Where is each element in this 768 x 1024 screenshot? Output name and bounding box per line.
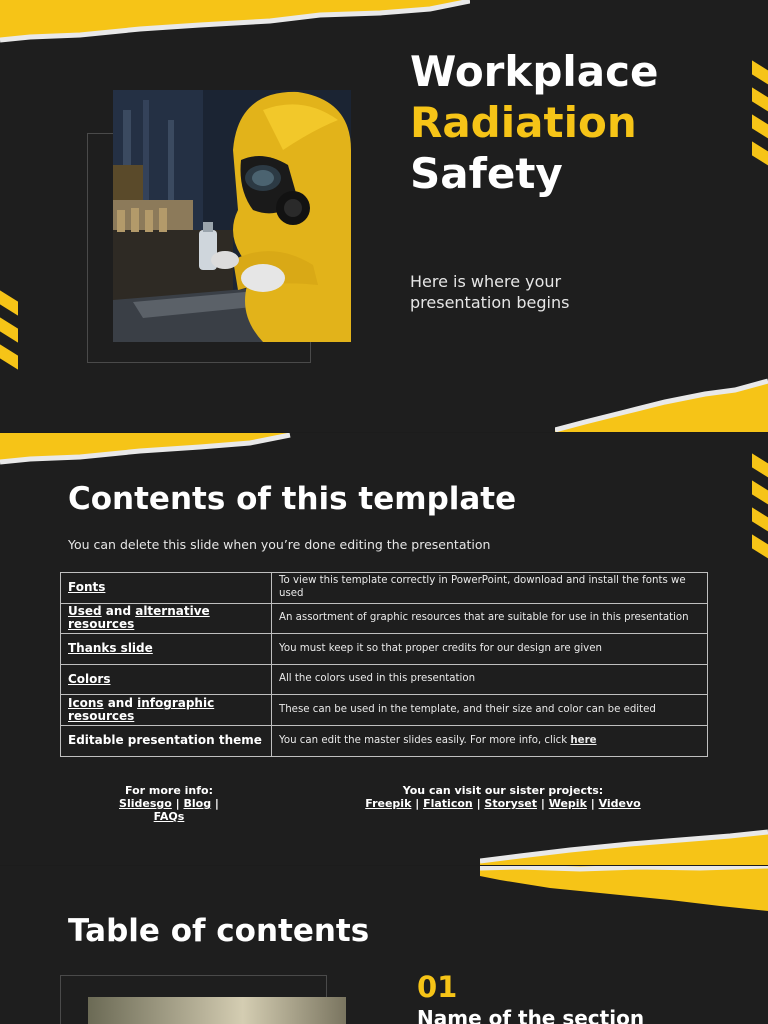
title-line-safety: Safety [410,149,563,198]
sister-projects-links [355,797,651,810]
row-title-text: Editable presentation theme [68,733,262,748]
row-description: You must keep it so that proper credits for our design are given [279,642,602,654]
torn-paper-top-left-2 [0,433,300,473]
title-slide [0,0,768,432]
sister-project-link[interactable]: Flaticon [423,797,473,810]
more-info-link[interactable]: Blog [183,797,212,810]
torn-paper-top-right-3 [480,866,768,916]
contents-subtitle: You can delete this slide when you’re done editing the presentation [68,537,491,552]
resource-link[interactable]: Thanks slide [68,641,153,656]
row-description-cell [272,573,708,604]
torn-paper-bottom-right-2 [480,827,768,865]
title-line-workplace: Workplace [410,47,659,96]
contents-table [60,572,708,757]
link-separator: | [171,797,184,810]
contents-slide [0,433,768,865]
sister-project-link[interactable]: Wepik [548,797,587,810]
row-description-cell [272,634,708,665]
table-row [61,695,708,726]
sister-project-link[interactable]: Videvo [598,797,641,810]
hazard-stripes-right-2 [752,459,768,554]
link-separator: | [411,797,424,810]
link-separator: | [586,797,599,810]
more-info-block [104,784,234,823]
link-separator: | [211,797,219,810]
more-info-links [104,797,234,823]
resource-link[interactable]: infographic resources [68,696,215,724]
section-name: Name of the section [417,1006,645,1024]
row-description-cell [272,664,708,695]
subtitle: Here is where your presentation begins [410,272,570,312]
row-title-cell [61,725,272,756]
link-separator: | [472,797,485,810]
title-line-radiation: Radiation [410,98,637,147]
hazard-stripes-right [752,66,768,161]
resource-link[interactable]: Colors [68,672,111,687]
row-description-cell [272,725,708,756]
table-of-contents-slide [0,866,768,1024]
table-row [61,603,708,634]
resource-link[interactable]: Fonts [68,580,106,595]
torn-paper-top-left [0,0,470,55]
row-description-cell [272,603,708,634]
sister-project-link[interactable]: Storyset [484,797,538,810]
row-title-cell [61,634,272,665]
row-description: An assortment of graphic resources that are suitable for use in this presentation [279,612,689,624]
table-row [61,573,708,604]
row-description: These can be used in the template, and their size and color can be edited [279,703,656,715]
resource-link[interactable]: alternative resources [68,604,210,632]
toc-photo [88,997,346,1024]
row-title-cell [61,573,272,604]
more-info-link[interactable]: Slidesgo [119,797,172,810]
contents-title: Contents of this template [68,481,517,517]
row-description: You can edit the master slides easily. For more info, click [279,734,571,746]
row-title-text: and [101,604,136,619]
row-title-cell [61,695,272,726]
row-description: To view this template correctly in PowerPoint, download and install the fonts we used [279,575,686,599]
sister-projects-block [355,784,651,810]
more-info-heading: For more info: [125,784,213,797]
title-block [410,46,670,199]
table-row [61,634,708,665]
resource-link[interactable]: Used [68,604,102,619]
row-title-cell [61,603,272,634]
row-description: All the colors used in this presentation [279,673,476,685]
section-number: 01 [417,970,458,1004]
table-row [61,725,708,756]
link-separator: | [537,797,549,810]
resource-link[interactable]: Icons [68,696,104,711]
table-row [61,664,708,695]
sister-project-link[interactable]: Freepik [365,797,412,810]
here-link[interactable]: here [570,734,597,746]
row-title-text: and [103,696,138,711]
sister-projects-heading: You can visit our sister projects: [402,784,604,797]
torn-paper-bottom-right [555,372,768,432]
toc-title: Table of contents [68,913,370,949]
hazmat-worker-illustration [113,90,351,342]
hazmat-worker-photo [113,90,351,342]
more-info-link[interactable]: FAQs [153,810,185,823]
row-description-cell [272,695,708,726]
hazard-stripes-left [0,296,18,364]
row-title-cell [61,664,272,695]
